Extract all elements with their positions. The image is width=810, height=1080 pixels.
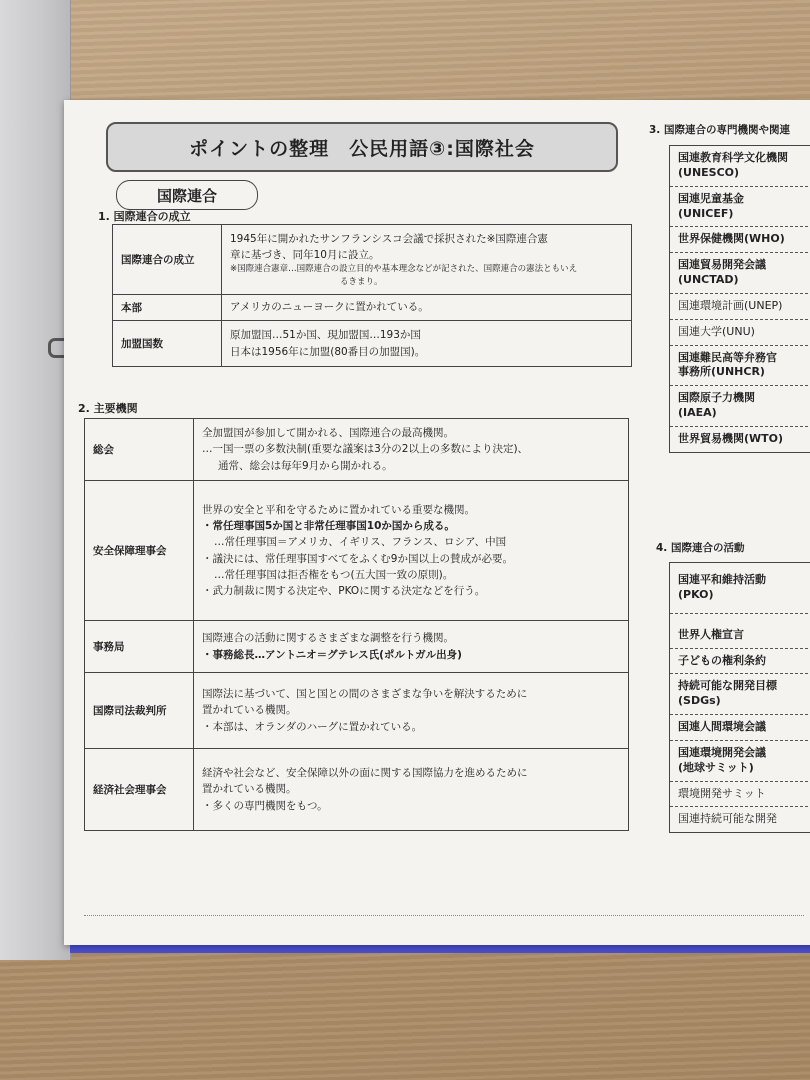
list-item: 国連環境開発会議 (地球サミット) bbox=[670, 741, 810, 782]
section-2-heading: 2. 主要機関 bbox=[78, 402, 138, 415]
table-row bbox=[85, 749, 629, 831]
row-head: 総会 bbox=[85, 419, 194, 481]
list-item: 国際原子力機関 (IAEA) bbox=[670, 386, 810, 427]
list-item: 環境開発サミット bbox=[670, 782, 810, 808]
list-item: 世界貿易機関(WTO) bbox=[678, 431, 784, 445]
list-item: 国連児童基金 (UNICEF) bbox=[670, 187, 810, 228]
un-organs-table bbox=[84, 418, 629, 831]
list-item: 世界保健機関(WHO) bbox=[670, 227, 810, 253]
row-head: 加盟国数 bbox=[113, 321, 222, 367]
binder-cover bbox=[0, 0, 71, 960]
list-item: 国連教育科学文化機関 (UNESCO) bbox=[670, 146, 810, 187]
table-row bbox=[85, 673, 629, 749]
section-title: 国際連合 bbox=[116, 180, 258, 210]
list-item: 子どもの権利条約 bbox=[670, 649, 810, 675]
row-body: 原加盟国…51か国、現加盟国…193か国 日本は1956年に加盟(80番目の加盟国)。 bbox=[222, 321, 632, 367]
list-item: 国連難民高等弁務官 事務所(UNHCR) bbox=[670, 346, 810, 387]
row-head: 国際連合の成立 bbox=[113, 225, 222, 295]
list-item: 国連人間環境会議 bbox=[670, 715, 810, 741]
row-body: 1945年に開かれたサンフランシスコ会議で採択された※国際連合憲 章に基づき、同年10月に設立。 ※国際連合憲章…国際連合の設立目的や基本理念などが記された、国際連合の憲法ともいえ るきまり。 bbox=[222, 225, 632, 295]
un-establishment-table bbox=[112, 224, 632, 367]
section-3-heading: 3. 国際連合の専門機関や関連 bbox=[649, 124, 790, 136]
row-head: 事務局 bbox=[85, 621, 194, 673]
section-4-heading: 4. 国際連合の活動 bbox=[656, 542, 745, 554]
table-row bbox=[113, 295, 632, 321]
table-row bbox=[85, 481, 629, 621]
table-row bbox=[113, 225, 632, 295]
table-row bbox=[85, 621, 629, 673]
list-item: 国連貿易開発会議 (UNCTAD) bbox=[670, 253, 810, 294]
row-body: 全加盟国が参加して開かれる、国際連合の最高機関。 …一国一票の多数決制(重要な議案は3分の2以上の多数により決定)、 通常、総会は毎年9月から開かれる。 bbox=[194, 419, 629, 481]
divider bbox=[84, 915, 804, 916]
row-body: 世界の安全と平和を守るために置かれている重要な機関。 ・常任理事国5か国と非常任理事国10か国から成る。 …常任理事国＝アメリカ、イギリス、フランス、ロシア、中国 ・議決には、常任理事国すべてをふくむ9か国以上の賛成が必要。 …常任理事国は拒否権をもつ(五大国一致の原則)。 ・武力制裁に関する決定や、PKOに関する決定などを行う。 bbox=[194, 481, 629, 621]
page-title: ポイントの整理 公民用語③:国際社会 bbox=[106, 122, 618, 172]
row-body: 国際法に基づいて、国と国との間のさまざまな争いを解決するために 置かれている機関。 ・本部は、オランダのハーグに置かれている。 bbox=[194, 673, 629, 749]
row-body: アメリカのニューヨークに置かれている。 bbox=[222, 295, 632, 321]
un-activities-list bbox=[669, 562, 810, 833]
specialized-agencies-list bbox=[669, 145, 810, 453]
list-item: 国連持続可能な開発 bbox=[678, 812, 777, 826]
row-head: 安全保障理事会 bbox=[85, 481, 194, 621]
document-page bbox=[64, 100, 810, 945]
row-body: 国際連合の活動に関するさまざまな調整を行う機関。 ・事務総長…アントニオ＝グテレス氏(ポルトガル出身) bbox=[194, 621, 629, 673]
list-item: 世界人権宣言 bbox=[670, 614, 810, 649]
list-item: 国連環境計画(UNEP) bbox=[670, 294, 810, 320]
row-body: 経済や社会など、安全保障以外の面に関する国際協力を進めるために 置かれている機関。 ・多くの専門機関をもつ。 bbox=[194, 749, 629, 831]
list-item: 国連平和維持活動 (PKO) bbox=[670, 563, 810, 614]
row-head: 本部 bbox=[113, 295, 222, 321]
list-item: 国連大学(UNU) bbox=[670, 320, 810, 346]
row-head: 経済社会理事会 bbox=[85, 749, 194, 831]
section-1-heading: 1. 国際連合の成立 bbox=[98, 210, 191, 223]
table-row bbox=[85, 419, 629, 481]
row-head: 国際司法裁判所 bbox=[85, 673, 194, 749]
list-item: 持続可能な開発目標 (SDGs) bbox=[670, 674, 810, 715]
table-row bbox=[113, 321, 632, 367]
